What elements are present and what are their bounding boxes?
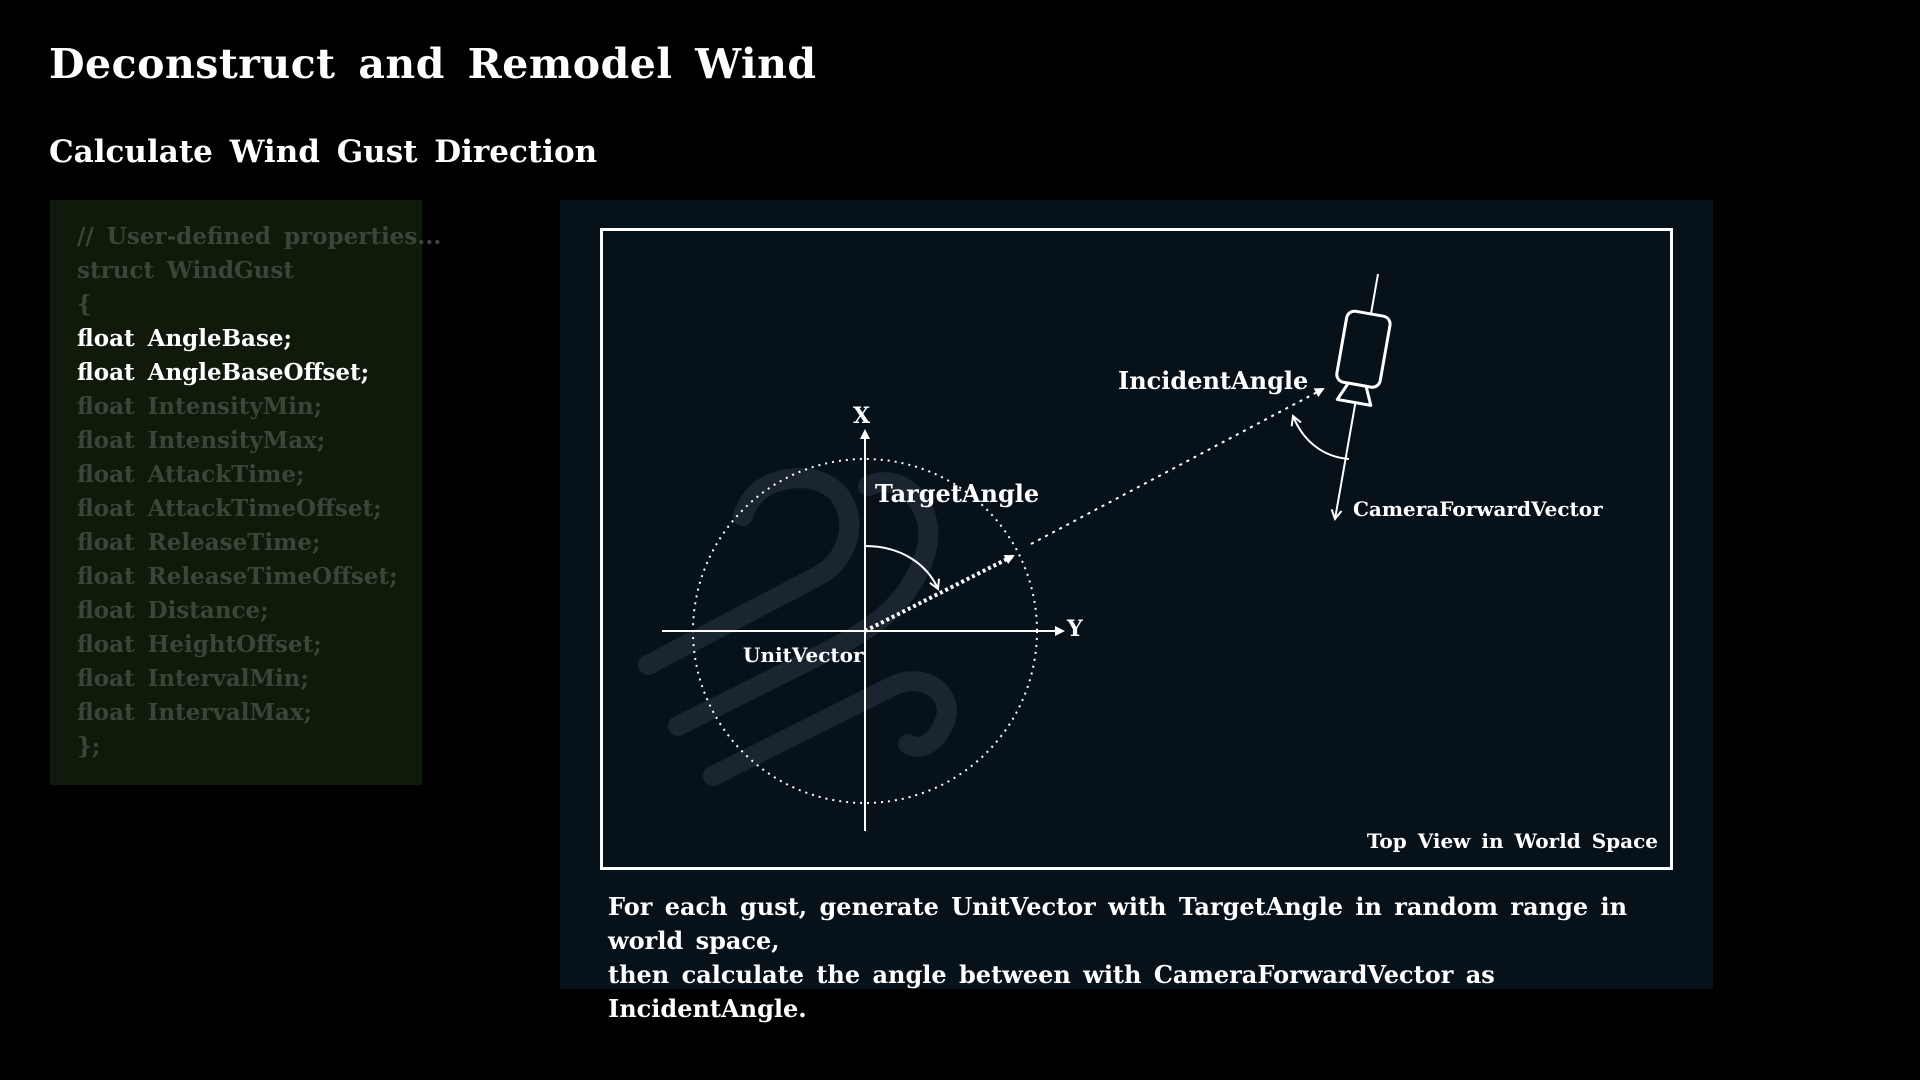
unit-vector-arrow <box>865 556 1013 631</box>
code-line: float IntervalMin; <box>77 665 309 692</box>
code-line: float ReleaseTimeOffset; <box>77 563 398 590</box>
wind-icon <box>648 478 947 776</box>
diagram-panel <box>560 200 1713 1023</box>
caption-line-1: For each gust, generate UnitVector with TargetAngle in random range in world space, <box>608 892 1628 955</box>
code-panel <box>50 200 442 785</box>
code-line: float ReleaseTime; <box>77 529 321 556</box>
code-line: float IntensityMin; <box>77 393 323 420</box>
incident-direction-line <box>1031 389 1323 544</box>
caption-line-2: then calculate the angle between with CameraForwardVector as IncidentAngle. <box>608 960 1495 1023</box>
code-line: float Distance; <box>77 597 269 624</box>
view-label: Top View in World Space <box>1366 829 1658 853</box>
diagram-frame <box>600 228 1673 870</box>
code-line: float HeightOffset; <box>77 631 322 658</box>
code-line-highlighted: float AngleBaseOffset; <box>77 359 370 386</box>
code-line: float AttackTime; <box>77 461 305 488</box>
code-line: { <box>77 291 92 318</box>
code-line: // User-defined properties... <box>77 223 442 250</box>
diagram-caption <box>608 890 1688 1026</box>
unit-vector-label: UnitVector <box>743 643 864 667</box>
incident-angle-arc <box>1293 416 1349 459</box>
section-subtitle: Calculate Wind Gust Direction <box>49 134 598 170</box>
code-line: struct WindGust <box>77 257 294 284</box>
target-angle-label: TargetAngle <box>875 479 1040 508</box>
code-line: float AttackTimeOffset; <box>77 495 382 522</box>
camera-icon <box>1332 310 1391 406</box>
code-line: }; <box>77 733 101 760</box>
incident-angle-label: IncidentAngle <box>1118 366 1309 395</box>
camera-forward-label: CameraForwardVector <box>1353 497 1603 521</box>
diagram-svg <box>603 231 1670 867</box>
code-line: float IntensityMax; <box>77 427 326 454</box>
y-axis-label: Y <box>1067 616 1083 642</box>
x-axis-label: X <box>853 403 871 429</box>
code-line: float IntervalMax; <box>77 699 313 726</box>
page-title: Deconstruct and Remodel Wind <box>49 40 817 88</box>
code-line-highlighted: float AngleBase; <box>77 325 293 352</box>
